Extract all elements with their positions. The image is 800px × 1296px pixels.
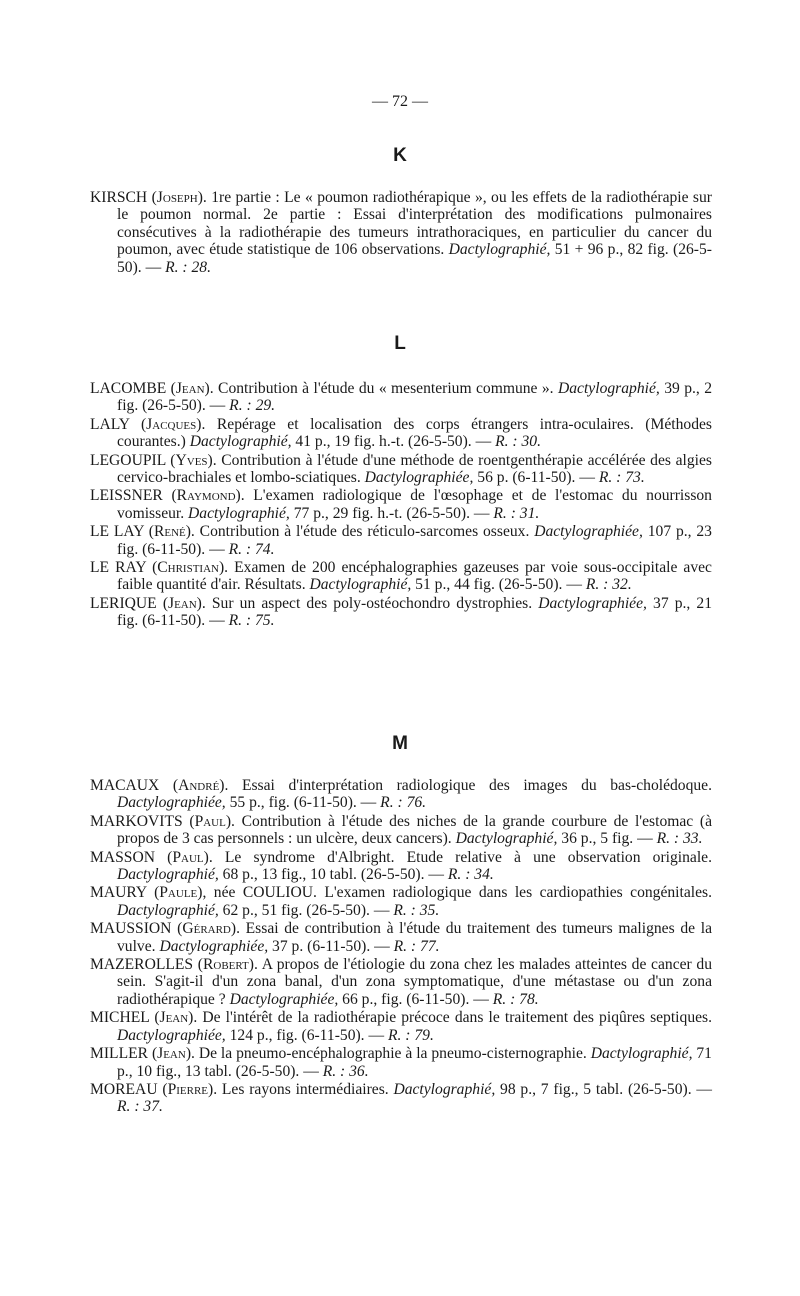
bibliography-entry (90, 595, 712, 630)
entry-title: Les rayons intermédiaires. (217, 1080, 394, 1098)
author-given-name: (Jean). (162, 594, 206, 612)
entry-format: Dactylographié, (448, 241, 551, 259)
entry-details: 56 p. (6-11-50). — (473, 469, 599, 487)
entry-title: L'examen radiologique de l'œsophage et de l'estomac du nourrisson vomisseur. (117, 487, 712, 522)
entry-title: Sur un aspect des poly-ostéochondro dystrophies. (205, 594, 539, 612)
entry-reference: R. : 28. (165, 258, 211, 276)
author-given-name: (Raymond). (171, 487, 245, 505)
entry-details: 37 p., 21 fig. (6-11-50). — (117, 594, 712, 630)
bibliography-entry (90, 1009, 712, 1044)
entry-reference: R. : 79. (387, 1026, 434, 1044)
entry-format: Dactylographié, (188, 504, 290, 522)
entry-title: Repérage et localisation des corps étrangers intra-oculaires. (Méthodes courantes.) (117, 415, 712, 451)
author-surname: LE LAY (90, 523, 144, 541)
author-surname: MARKOVITS (90, 812, 183, 830)
entry-reference: R. : 77. (393, 937, 440, 955)
author-given-name: (André). (172, 777, 229, 794)
bibliography-entry (90, 920, 712, 955)
section-letter-m: M (392, 733, 408, 754)
entry-reference: R. : 35. (393, 901, 440, 919)
author-surname: KIRSCH (90, 189, 148, 206)
entry-reference: R. : 34. (447, 866, 494, 884)
entry-reference: R. : 32. (585, 576, 632, 594)
page-number: — 72 — (372, 93, 428, 110)
entry-title: Examen de 200 encéphalographies gazeuses par voie sous-occipitale avec faible quantité d'air. Résultats. (117, 559, 712, 594)
author-surname: MILLER (90, 1045, 149, 1063)
author-given-name: (René). (148, 523, 195, 541)
entry-format: Dactylographiée, (117, 1026, 226, 1044)
entry-title: 1re partie : Le « poumon radiothérapique », ou les effets de la radiothérapie sur le poumon normal. 2e partie : Essai d'interprétation des modifications pulmonaires consécutives à la radiothérapie des tumeurs intrathoraciques, en particulier du cancer du poumon, avec étude statistique de 106 observations. (117, 189, 712, 259)
author-given-name: (Paule), (154, 884, 207, 902)
entry-reference: R. : 36. (322, 1062, 369, 1080)
entry-details: 71 p., 10 fig., 13 tabl. (26-5-50). — (117, 1045, 712, 1080)
entry-details: 39 p., 2 fig. (26-5-50). — (117, 380, 712, 415)
entry-details: 107 p., 23 fig. (6-11-50). — (117, 523, 712, 558)
section-m-entries (90, 777, 712, 1117)
author-given-name: (Paul). (189, 812, 235, 830)
entry-reference: R. : 76. (380, 794, 427, 812)
section-k-entries (90, 189, 712, 277)
bibliography-entry (90, 380, 712, 415)
entry-format: Dactylographiée, (159, 937, 269, 955)
author-surname: MOREAU (90, 1080, 158, 1098)
entry-reference: R. : 30. (495, 433, 541, 451)
entry-reference: R. : 74. (228, 540, 275, 558)
section-letter-k: K (393, 145, 407, 166)
entry-details: 68 p., 13 fig., 10 tabl. (26-5-50). — (218, 866, 448, 884)
entry-format: Dactylographiée, (534, 523, 643, 541)
bibliography-entry (90, 1081, 712, 1116)
author-given-name: (Yves). (170, 451, 217, 469)
bibliography-entry (90, 416, 712, 451)
entry-details: 51 + 96 p., 82 fig. (26-5-50). — (117, 241, 712, 276)
entry-details: 55 p., fig. (6-11-50). — (225, 794, 381, 812)
entry-format: Dactylographiée, (538, 594, 647, 612)
author-given-name: (Jean). (154, 1009, 198, 1027)
entry-title: Contribution à l'étude des niches de la grande courbure de l'estomac (à propos de 3 cas personnels : un ulcère, deux cancers). (117, 812, 712, 848)
entry-title: Contribution à l'étude du « mesenterium commune ». (213, 380, 558, 397)
author-given-name: (Joseph). (151, 189, 207, 206)
entry-title: De la pneumo-encéphalographie à la pneumo-cisternographie. (194, 1045, 591, 1063)
entry-format: Dactylographié, (393, 1080, 496, 1098)
bibliography-entry (90, 487, 712, 522)
entry-title: A propos de l'étiologie du zona chez les malades atteintes de cancer du sein. S'agit-il d'un zona banal, d'un zona symptomatique, d'une métastase ou d'un zona radiothérapique ? (117, 956, 712, 1008)
bibliography-entry (90, 849, 712, 884)
author-surname: LE RAY (90, 559, 147, 577)
entry-reference: R. : 75. (228, 612, 275, 630)
entry-format: Dactylographiée, (229, 990, 339, 1008)
author-given-name: (Gérard). (177, 920, 240, 938)
entry-format: Dactylographié, (189, 433, 292, 451)
author-surname: MAUSSION (90, 920, 172, 938)
entry-reference: R. : 73. (598, 469, 645, 487)
entry-details: 41 p., 19 fig. h.-t. (26-5-50). — (291, 433, 496, 451)
bibliography-entry (90, 523, 712, 558)
entry-format: Dactylographiée, (117, 794, 226, 812)
entry-format: Dactylographié, (117, 901, 219, 919)
entry-format: Dactylographié, (309, 576, 412, 594)
bibliography-entry (90, 452, 712, 487)
author-given-name: (Jean). (170, 380, 214, 397)
entry-title: Essai d'interprétation radiologique des images du bas-cholédoque. (228, 777, 712, 794)
author-given-name: (Jacques). (140, 415, 206, 433)
entry-title: Essai de contribution à l'étude du traitement des tumeurs malignes de la vulve. (117, 920, 712, 955)
entry-title: Contribution à l'étude des réticulo-sarcomes osseux. (194, 523, 535, 541)
author-surname: LACOMBE (90, 380, 167, 397)
entry-reference: R. : 29. (229, 397, 276, 415)
entry-reference: R. : 31. (493, 504, 540, 522)
entry-details: 62 p., 51 fig. (26-5-50). — (218, 901, 394, 919)
entry-reference: R. : 78. (492, 990, 539, 1008)
author-given-name: (Jean). (151, 1045, 195, 1063)
entry-details: 66 p., fig. (6-11-50). — (338, 990, 493, 1008)
entry-reference: R. : 33. (656, 830, 703, 848)
bibliography-entry (90, 559, 712, 594)
entry-title: née COULIOU. L'examen radiologique dans les cardiopathies congénitales. (206, 884, 712, 902)
entry-title: De l'intérêt de la radiothérapie précoce dans le traitement des piqûres septiques. (197, 1009, 712, 1027)
entry-details: 98 p., 7 fig., 5 tabl. (26-5-50). — (495, 1080, 712, 1098)
author-given-name: (Pierre). (162, 1080, 218, 1098)
bibliography-entry (90, 777, 712, 812)
author-surname: MASSON (90, 848, 155, 866)
author-surname: MAZEROLLES (90, 956, 194, 974)
entry-format: Dactylographié, (117, 866, 219, 884)
section-letter-l: L (394, 333, 406, 354)
entry-details: 37 p. (6-11-50). — (268, 937, 394, 955)
entry-reference: R. : 37. (117, 1098, 163, 1116)
bibliography-entry (90, 813, 712, 848)
author-surname: LALY (90, 415, 130, 433)
author-given-name: (Christian). (152, 559, 229, 577)
entry-format: Dactylographiée, (364, 469, 474, 487)
author-surname: MICHEL (90, 1009, 150, 1027)
author-surname: MACAUX (90, 777, 160, 794)
entry-format: Dactylographié, (455, 830, 558, 848)
author-given-name: (Paul). (167, 848, 213, 866)
entry-details: 77 p., 29 fig. h.-t. (26-5-50). — (289, 504, 494, 522)
bibliography-entry (90, 1045, 712, 1080)
author-surname: LEGOUPIL (90, 451, 166, 469)
author-given-name: (Robert). (197, 956, 258, 974)
bibliography-entry (90, 884, 712, 919)
entry-details: 124 p., fig. (6-11-50). — (225, 1026, 388, 1044)
entry-format: Dactylographié, (558, 380, 660, 397)
entry-details: 36 p., 5 fig. — (557, 830, 657, 848)
bibliography-entry (90, 189, 712, 276)
entry-details: 51 p., 44 fig. (26-5-50). — (411, 576, 586, 594)
author-surname: MAURY (90, 884, 147, 902)
entry-title: Contribution à l'étude d'une méthode de roentgenthérapie accélérée des algies cervico-brachiales et lombo-sciatiques. (117, 451, 712, 487)
author-surname: LERIQUE (90, 594, 157, 612)
entry-title: Le syndrome d'Albright. Etude relative à une observation originale. (212, 848, 712, 866)
author-surname: LEISSNER (90, 487, 163, 505)
bibliography-entry (90, 956, 712, 1008)
section-l-entries (90, 380, 712, 631)
entry-format: Dactylographié, (590, 1045, 693, 1063)
